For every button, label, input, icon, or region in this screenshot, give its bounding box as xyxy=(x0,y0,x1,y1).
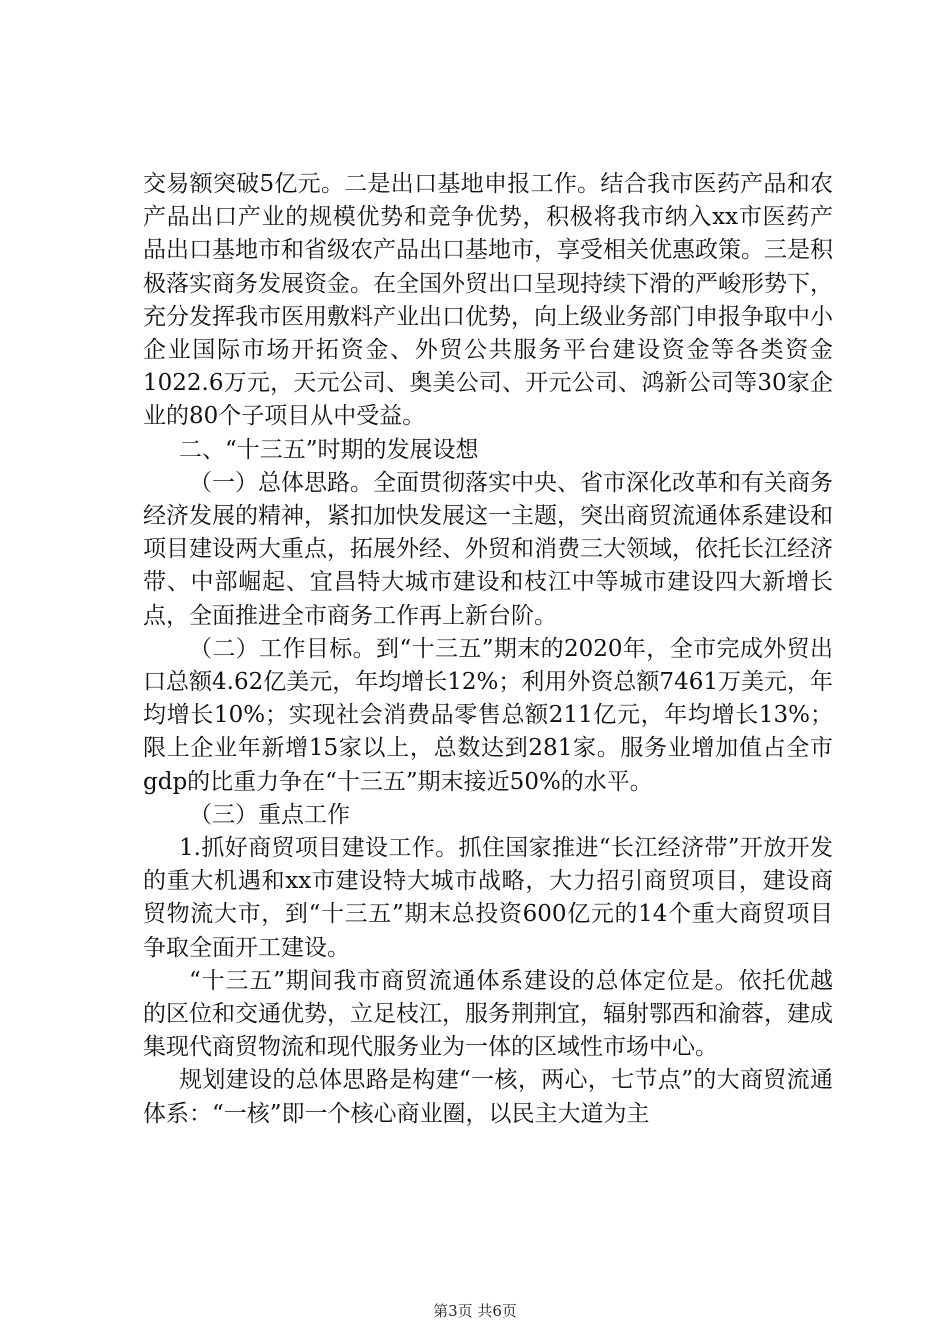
paragraph-positioning: “十三五”期间我市商贸流通体系建设的总体定位是。依托优越的区位和交通优势，立足枝江，服务荆荆宜，辐射鄂西和渝蓉，建成集现代商贸物流和现代服务业为一体的区域性市场中心。 xyxy=(143,967,833,1061)
page-number-footer: 第3页 共6页 xyxy=(433,1302,517,1320)
paragraph-trade-summary: 交易额突破5亿元。二是出口基地申报工作。结合我市医药产品和农产品出口产业的规模优势和竞争优势，积极将我市纳入xx市医药产品出口基地市和省级农产品出口基地市，享受相关优惠政策。三是积极落实商务发展资金。在全国外贸出口呈现持续下滑的严峻形势下，充分发挥我市医用敷料产业出口优势，向上级业务部门申报争取中小企业国际市场开拓资金、外贸公共服务平台建设资金等各类资金1022.6万元，天元公司、奥美公司、开元公司、鸿新公司等30家企业的80个子项目从中受益。 xyxy=(143,171,833,430)
paragraph-work-targets: （二）工作目标。到“十三五”期末的2020年，全市完成外贸出口总额4.62亿美元，年均增长12%；利用外资总额7461万美元，年均增长10%；实现社会消费品零售总额211亿元，年均增长13%；限上企业年新增15家以上，总数达到281家。服务业增加值占全市gdp的比重力争在“十三五”期末接近50%的水平。 xyxy=(143,635,833,795)
subheading-key-work: （三）重点工作 xyxy=(189,801,350,828)
document-body xyxy=(143,168,833,1131)
paragraph-overall-approach: （一）总体思路。全面贯彻落实中央、省市深化改革和有关商务经济发展的精神，紧扣加快发展这一主题，突出商贸流通体系建设和项目建设两大重点，拓展外经、外贸和消费三大领域，依托长江经济带、中部崛起、宜昌特大城市建设和枝江中等城市建设四大新增长点，全面推进全市商务工作再上新台阶。 xyxy=(143,469,833,629)
paragraph-planning-approach: 规划建设的总体思路是构建“一核，两心，七节点”的大商贸流通体系：“一核”即一个核心商业圈，以民主大道为主 xyxy=(143,1067,833,1127)
paragraph-project-construction: 1.抓好商贸项目建设工作。抓住国家推进“长江经济带”开放开发的重大机遇和xx市建设特大城市战略，大力招引商贸项目，建设商贸物流大市，到“十三五”期末总投资600亿元的14个重大商贸项目争取全面开工建设。 xyxy=(143,835,833,961)
section-heading-plan: 二、“十三五”时期的发展设想 xyxy=(179,436,479,463)
